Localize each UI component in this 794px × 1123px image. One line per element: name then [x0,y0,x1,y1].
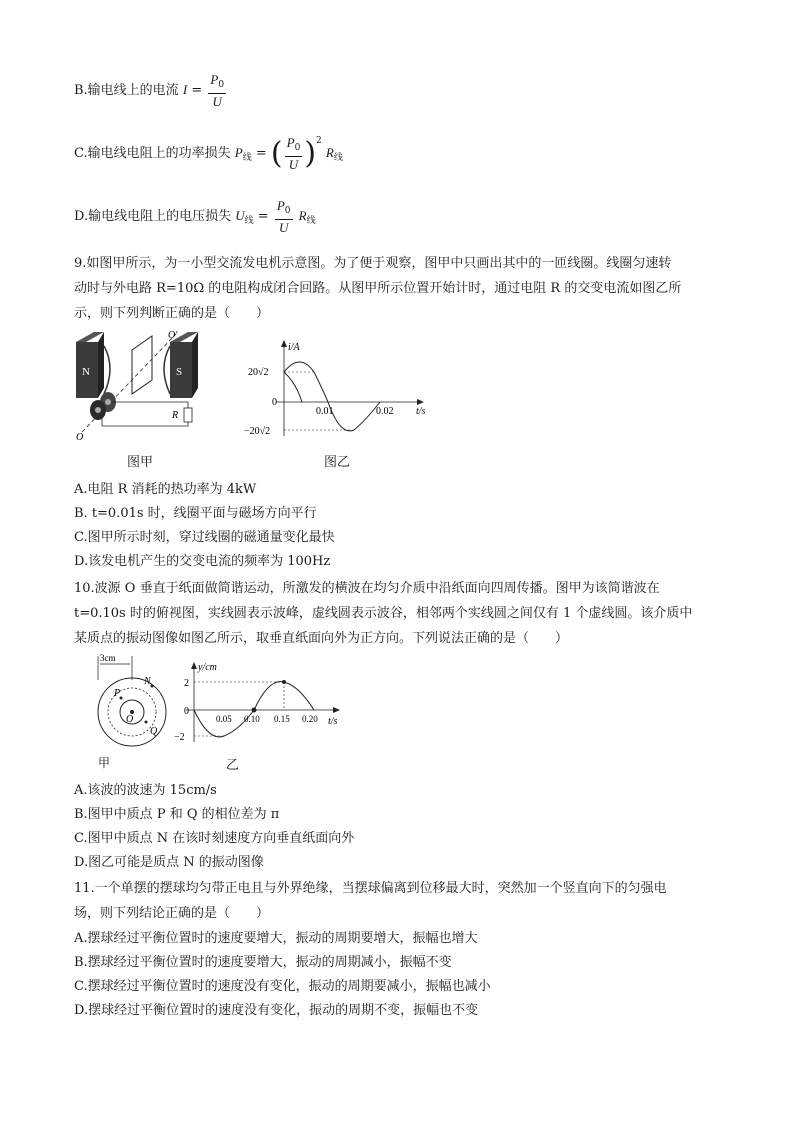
xtick-020: 0.20 [302,714,318,724]
q10-stem-line3: 某质点的振动图像如图乙所示，取垂直纸面向外为正方向。下列说法正确的是（ ） [74,631,569,646]
y-axis-label: i/A [288,342,300,353]
xtick-002: 0.02 [376,406,394,417]
figure-a-caption: 图甲 [127,455,154,470]
figure-b-caption: 图乙 [324,455,351,470]
fraction-p0-over-u: $\frac{P_0}{U}$ [286,135,301,172]
q11-stem-line2: 场，则下列结论正确的是（ ） [74,906,270,921]
q9-stem-line1: 9.如图甲所示，为一小型交流发电机示意图。为了便于观察，图甲中只画出其中的一匝线圈。线圈匀速转 [74,256,672,271]
q10-stem-line1: 10.波源 O 垂直于纸面做简谐运动，所激发的横波在均匀介质中沿纸面向四周传播。图甲为该简谐波在 [74,581,660,596]
q11-stem-line1: 11.一个单摆的摆球均匀带正电且与外界绝缘，当摆球偏离到位移最大时，突然加一个竖直向下的匀强电 [74,881,667,896]
label-n: N [144,676,151,687]
q10-figure-b-caption: 乙 [226,758,240,773]
xtick-010: 0.10 [244,714,260,724]
ytick-top: 2 [184,678,189,689]
q9-option-d: D.该发电机产生的交变电流的频率为 100Hz [74,554,331,569]
q11-option-c: C.摆球经过平衡位置时的速度没有变化，振动的周期要减小，振幅也减小 [74,979,491,994]
label-s: S [176,366,183,378]
label-3cm: 3cm [100,653,116,663]
x-axis-label: t/s [416,406,426,417]
q11-option-d: D.摆球经过平衡位置时的速度没有变化，振动的周期不变，振幅也不变 [74,1003,479,1018]
q10-option-a: A.该波的波速为 15cm/s [74,783,217,798]
q8-option-c: C.输电线电阻上的功率损失 $P_线$ = ( $\frac{P_0}{U}$ )$^2$ $R_线$ [74,135,343,172]
label-n: N [82,366,90,378]
q10-stem-line2: t=0.10s 时的俯视图，实线圆表示波峰，虚线圆表示波谷，相邻两个实线圆之间仅有 1 个虚线圆。该介质中 [74,606,693,621]
ytick-zero: 0 [272,397,277,408]
ytick-bottom: −2 [174,732,185,743]
resistor [184,408,192,422]
ytick-zero: 0 [184,706,189,717]
current-curve [284,362,380,431]
q8-option-b: B.输电线上的电流 I = $\frac{P_0}{U}$ [74,72,225,109]
label-q: Q [150,726,158,737]
q11-option-b: B.摆球经过平衡位置时的速度要增大，振动的周期减小，振幅不变 [74,955,452,970]
q9-current-graph [244,338,434,442]
q9-stem-line3: 示，则下列判断正确的是（ ） [74,306,270,321]
q10-option-c: C.图甲中质点 N 在该时刻速度方向垂直纸面向外 [74,831,355,846]
q9-option-a: A.电阻 R 消耗的热功率为 4kW [74,482,257,497]
xtick-001: 0.01 [316,406,334,417]
q8-option-d: D.输电线电阻上的电压损失 $U_线$ = $\frac{P_0}{U}$ $R_线$ [74,198,316,235]
q10-option-b: B.图甲中质点 P 和 Q 的相位差为 π [74,807,280,822]
q9-option-c: C.图甲所示时刻，穿过线圈的磁通量变化最快 [74,530,335,545]
q11-option-a: A.摆球经过平衡位置时的速度要增大，振动的周期要增大，振幅也增大 [74,931,478,946]
ytick-top: 20√2 [248,367,269,378]
q9-generator-figure [72,328,202,443]
q10-figure-a-caption: 甲 [98,756,111,770]
label-p: P [114,688,121,699]
svg-text:R: R [172,410,179,421]
fraction-p0-over-u: $\frac{P_0}{U}$ [210,72,225,109]
svg-text:O: O [76,432,84,443]
q10-option-d: D.图乙可能是质点 N 的振动图像 [74,855,264,870]
xtick-005: 0.05 [216,714,232,724]
xtick-015: 0.15 [274,714,290,724]
q9-stem-line2: 动时与外电路 R=10Ω 的电阻构成闭合回路。从图甲所示位置开始计时，通过电阻 R 的交变电流如图乙所 [74,281,682,296]
svg-text:O: O [126,714,134,725]
fraction-p0-over-u: $\frac{P_0}{U}$ [276,198,291,235]
x-axis-label: t/s [328,716,338,727]
svg-text:O': O' [168,330,178,341]
q9-option-b: B. t=0.01s 时，线圈平面与磁场方向平行 [74,506,317,521]
q10-vibration-graph [172,660,352,750]
y-axis-label: y/cm [198,662,217,673]
ytick-bottom: −20√2 [244,426,271,437]
coil [132,336,152,394]
